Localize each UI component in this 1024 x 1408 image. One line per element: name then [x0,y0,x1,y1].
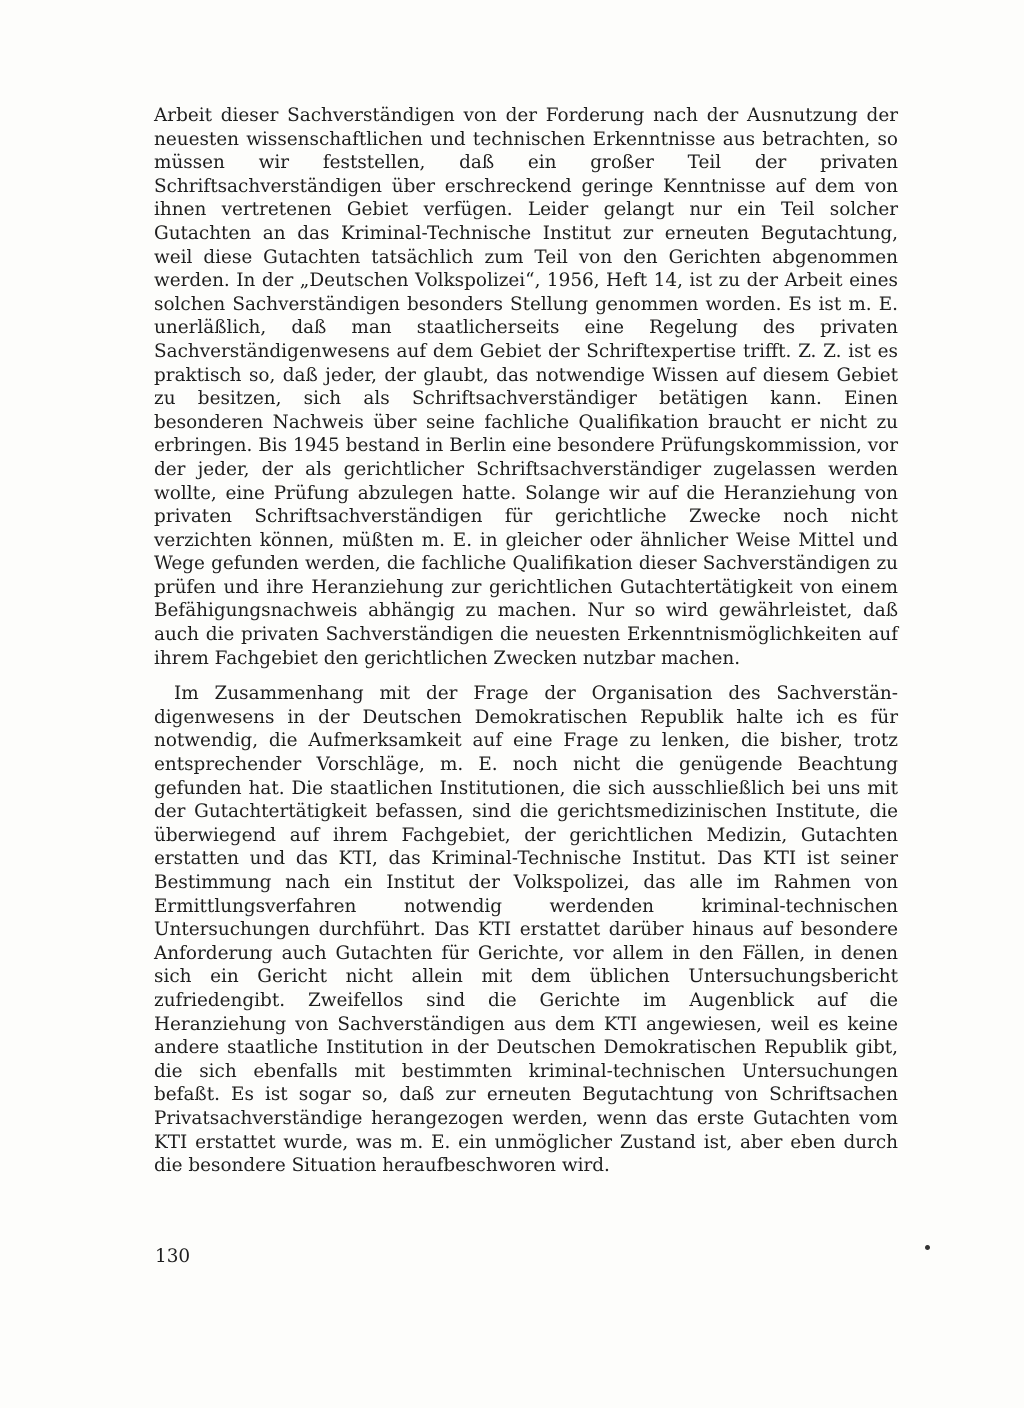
page-number: 130 [155,1246,191,1267]
ink-speck [925,1245,930,1250]
body-text [154,104,898,1178]
paragraph: Im Zusammenhang mit der Frage der Organisation des Sachverständigenwesens in der Deutschen Demokratischen Republik halte ich es für notwendig, die Aufmerksamkeit auf eine Frage zu lenken, die bisher, trotz entsprechender Vorschläge, m. E. noch nicht die genügende Beachtung gefunden hat. Die staatlichen Institutionen, die sich ausschließlich bei uns mit der Gutachtertätigkeit befassen, sind die gerichtsmedizinischen Institute, die überwiegend auf ihrem Fachgebiet, der gerichtlichen Medizin, Gutachten erstatten und das KTI, das Kriminal-Technische Institut. Das KTI ist seiner Bestimmung nach ein Institut der Volkspolizei, das alle im Rahmen von Ermittlungsverfahren notwendig werdenden kriminal-technischen Untersuchungen durchführt. Das KTI erstattet darüber hinaus auf besondere Anforderung auch Gutachten für Gerichte, vor allem in den Fällen, in denen sich ein Gericht nicht allein mit dem üblichen Untersuchungsbericht zufriedengibt. Zweifellos sind die Gerichte im Augenblick auf die Heranziehung von Sachverständigen aus dem KTI angewiesen, weil es keine andere staatliche Institution in der Deutschen Demokratischen Republik gibt, die sich ebenfalls mit bestimmten kriminal-technischen Untersuchungen befaßt. Es ist sogar so, daß zur erneuten Begutachtung von Schriftsachen Privatsachverständige herangezogen werden, wenn das erste Gutachten vom KTI erstattet wurde, was m. E. ein unmöglicher Zustand ist, aber eben durch die besondere Situation heraufbeschworen wird. [154,683,898,1177]
paragraph: Arbeit dieser Sachverständigen von der Forderung nach der Ausnutzung der neuesten wissenschaftlichen und technischen Erkenntnisse aus betrachten, so müssen wir feststellen, daß ein großer Teil der privaten Schriftsachverständigen über erschreckend geringe Kenntnisse auf dem von ihnen vertretenen Gebiet verfügen. Leider gelangt nur ein Teil solcher Gutachten an das Kriminal-Technische Institut zur erneuten Begutachtung, weil diese Gutachten tatsächlich zum Teil von den Gerichten abgenommen werden. In der „Deutschen Volkspolizei“, 1956, Heft 14, ist zu der Arbeit eines solchen Sachverständigen besonders Stellung genommen worden. Es ist m. E. unerläßlich, daß man staatlicherseits eine Regelung des privaten Sachverständigenwesens auf dem Gebiet der Schriftexpertise trifft. Z. Z. ist es praktisch so, daß jeder, der glaubt, das notwendige Wissen auf diesem Gebiet zu besitzen, sich als Schriftsachverständiger betätigen kann. Einen besonderen Nachweis über seine fachliche Qualifikation braucht er nicht zu erbringen. Bis 1945 bestand in Berlin eine besondere Prüfungskommission, vor der jeder, der als gerichtlicher Schriftsachverständiger zugelassen werden wollte, eine Prüfung abzulegen hatte. Solange wir auf die Heranziehung von privaten Schriftsachverständigen für gerichtliche Zwecke noch nicht verzichten können, müßten m. E. in gleicher oder ähnlicher Weise Mittel und Wege gefunden werden, die fachliche Qualifikation dieser Sachverständigen zu prüfen und ihre Heranziehung zur gerichtlichen Gutachtertätigkeit von einem Befähigungsnachweis abhängig zu machen. Nur so wird gewährleistet, daß auch die privaten Sachverständigen die neuesten Erkenntnismöglichkeiten auf ihrem Fachgebiet den gerichtlichen Zwecken nutzbar machen. [154,105,898,669]
